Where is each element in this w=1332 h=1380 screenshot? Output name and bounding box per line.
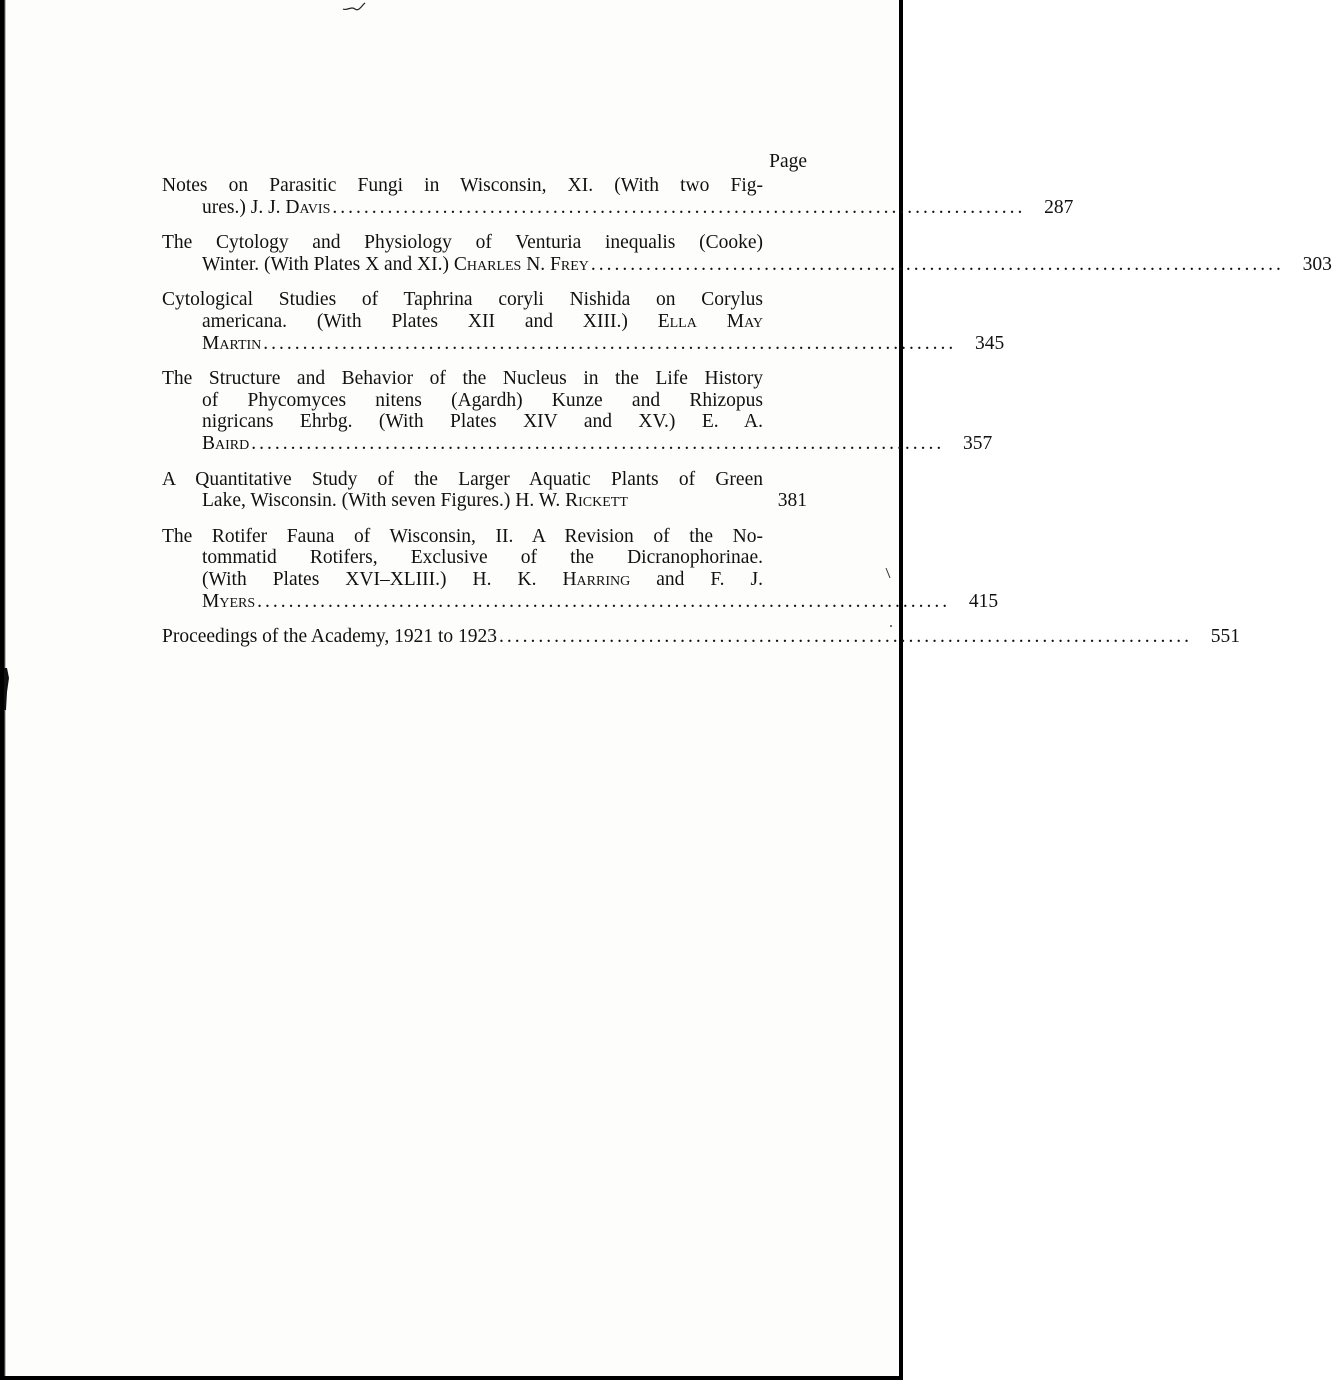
entry-title-text: Lake, Wisconsin. (With seven Figures.) H. W.	[202, 490, 566, 512]
toc-entry	[162, 469, 807, 512]
entry-title-line: of Phycomyces nitens (Agardh) Kunze and Rhizopus	[202, 389, 763, 411]
leader-dots: ........................................................................................	[263, 332, 957, 354]
entry-author-row	[162, 432, 993, 455]
entry-author-row	[162, 332, 1005, 355]
entry-title-text: Winter. (With Plates X and XI.)	[202, 253, 454, 275]
entry-author: Martin	[202, 332, 262, 354]
toc-entry	[162, 368, 993, 454]
entry-author: Myers	[202, 590, 256, 612]
entry-page-number: 357	[962, 432, 993, 454]
table-of-contents	[162, 175, 1332, 648]
entry-title-line: Notes on Parasitic Fungi in Wisconsin, XI. (With two Fig-	[162, 175, 763, 196]
scan-mark-left	[4, 668, 10, 710]
toc-entry	[162, 626, 1241, 648]
leader-dots: ........................................................................................	[499, 626, 1193, 648]
entry-title-line: The Cytology and Physiology of Venturia inequalis (Cooke)	[162, 232, 763, 254]
entry-title-text: (With Plates XVI–XLIII.) H. K.	[202, 568, 563, 590]
entry-page-number: 415	[968, 590, 999, 612]
entry-page-number: 287	[1044, 196, 1074, 218]
entry-author: Ella May	[657, 310, 763, 332]
scan-border-bottom	[0, 1376, 903, 1380]
entry-page-number: 381	[777, 490, 807, 512]
leader-dots: ........................................................................................	[251, 432, 945, 454]
page-column-header: Page	[769, 151, 807, 172]
toc-entry	[162, 175, 1074, 218]
entry-page-number: 345	[975, 332, 1005, 354]
leader-dots: ........................................................................................	[257, 590, 951, 612]
entry-title-line: Cytological Studies of Taphrina coryli Nishida on Corylus	[162, 289, 763, 311]
entry-title-text: ures.) J. J.	[202, 196, 286, 218]
entry-title-line: The Rotifer Fauna of Wisconsin, II. A Revision of the No-	[162, 525, 763, 547]
entry-title-line: nigricans Ehrbg. (With Plates XIV and XV.) E. A.	[202, 411, 763, 433]
leader-dots: ........................................................................................	[590, 253, 1284, 275]
entry-author: Rickett	[565, 490, 628, 512]
entry-title-text: americana. (With Plates XII and XIII.)	[202, 310, 658, 332]
entry-title-line: tommatid Rotifers, Exclusive of the Dicranophorinae.	[202, 547, 763, 569]
entry-author-row	[162, 196, 1074, 219]
entry-author-row	[162, 253, 1332, 276]
entry-author: Davis	[285, 196, 331, 218]
scan-mark-top	[342, 2, 366, 12]
toc-entry	[162, 525, 999, 612]
entry-title-line: A Quantitative Study of the Larger Aquatic Plants of Green	[162, 468, 763, 490]
entry-author-row	[162, 626, 1241, 648]
leader-dots: ........................................................................................	[332, 196, 1026, 218]
toc-entry	[162, 232, 1332, 275]
entry-author: Baird	[202, 432, 250, 454]
entry-author-row	[162, 590, 999, 613]
entry-title-text: and F. J.	[630, 568, 763, 590]
entry-author: Charles N. Frey	[453, 253, 589, 275]
entry-page-number: 551	[1210, 626, 1241, 648]
entry-title-line: The Structure and Behavior of the Nucleus in the Life History	[162, 368, 763, 390]
entry-title-text: Proceedings of the Academy, 1921 to 1923	[162, 626, 498, 648]
entry-page-number: 303	[1302, 253, 1332, 275]
entry-author-row	[162, 490, 807, 512]
toc-entry	[162, 289, 1005, 354]
entry-author: Harring	[562, 568, 631, 590]
